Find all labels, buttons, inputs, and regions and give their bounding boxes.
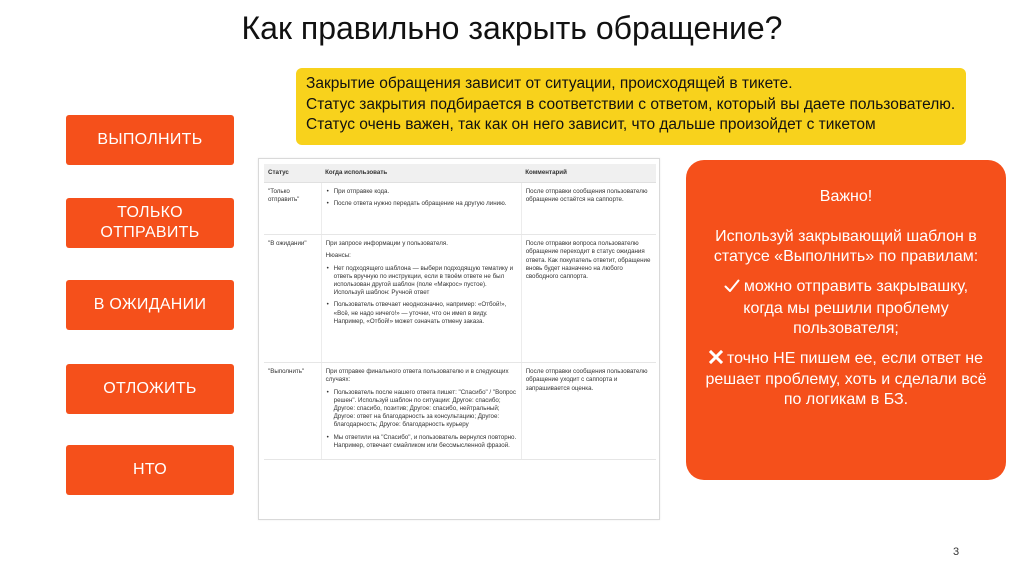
important-title: Важно!	[819, 188, 873, 205]
status-button-nto[interactable]: НТО	[66, 445, 234, 495]
important-callout	[686, 160, 1006, 480]
table-header-status: Статус	[264, 164, 321, 183]
table-cell-comment: После отправки сообщения пользователю обращение остаётся на саппорте.	[521, 183, 656, 235]
table-bullet: • Мы ответили на "Спасибо", и пользователь вернулся повторно. Например, отвечает смайликом или бессмысленной фразой.	[326, 434, 517, 450]
table-cell-comment: После отправки вопроса пользователю обращение переходит в статус ожидания ответа. Как покупатель ответит, обращение вновь будет назначено на любого свободного саппорта.	[521, 235, 656, 363]
table-header-row	[264, 164, 656, 183]
note-line-1: Закрытие обращения зависит от ситуации, происходящей в тикете.	[306, 75, 793, 92]
important-dont-text: точно НЕ пишем ее, если ответ не решает проблему, хоть и сделали всё по логикам в БЗ.	[705, 350, 987, 408]
page-number: 3	[953, 546, 960, 558]
table-bullet: • При отправке кода.	[326, 188, 517, 196]
note-line-3: Статус очень важен, так как он него зависит, что дальше произойдет с тикетом	[306, 116, 876, 133]
status-button-postpone[interactable]: ОТЛОЖИТЬ	[66, 364, 234, 414]
table-row	[264, 183, 656, 235]
table-row	[264, 363, 656, 460]
status-button-waiting[interactable]: В ОЖИДАНИИ	[66, 280, 234, 330]
yellow-note-box	[296, 68, 966, 145]
table-header-when: Когда использовать	[321, 164, 521, 183]
note-line-2: Статус закрытия подбирается в соответствии с ответом, который вы даете пользователю.	[306, 95, 956, 113]
table-row	[264, 235, 656, 363]
table-cell-when	[321, 235, 521, 363]
table-bullet: • Пользователь отвечает неоднозначно, например: «Отбой!», «Всё, не надо ничего!» — уточни, что он имел в виду. Например, «Отбой!» может означать отмену заказа.	[326, 301, 517, 326]
status-table-screenshot	[258, 158, 660, 520]
table-cell-when	[321, 363, 521, 460]
important-do-text: можно отправить закрывашку, когда мы решили проблему пользователя;	[743, 278, 969, 337]
table-cell-status: "Только отправить"	[264, 183, 321, 235]
status-button-complete[interactable]: ВЫПОЛНИТЬ	[66, 115, 234, 165]
table-bullet: • Нет подходящего шаблона — выбери подходящую тематику и ответь вручную по инструкции, если в твоём ответе не был использован другой шаблон (поле «Макрос» пустое). Используй шаблон: Ручной ответ	[326, 265, 517, 298]
important-subtitle: Используй закрывающий шаблон в статусе «Выполнить» по правилам:	[713, 228, 979, 265]
important-dont-item	[704, 349, 988, 410]
important-do-item	[704, 277, 988, 339]
table-cell-status: "В ожидании"	[264, 235, 321, 363]
slide-title: Как правильно закрыть обращение?	[241, 10, 783, 46]
table-cell-status: "Выполнить"	[264, 363, 321, 460]
table-cell-comment: После отправки сообщения пользователю обращение уходит с саппорта и запрашивается оценка.	[521, 363, 656, 460]
table-cell-nuances: Нюансы:	[325, 252, 351, 260]
table-header-comment: Комментарий	[521, 164, 656, 183]
checkmark-icon	[724, 279, 740, 299]
table-bullet: • После ответа нужно передать обращение на другую линию.	[326, 200, 517, 208]
table-cell-intro: При отправке финального ответа пользователю и в следующих случаях:	[325, 368, 509, 384]
status-button-send-only[interactable]: ТОЛЬКО ОТПРАВИТЬ	[66, 198, 234, 248]
status-table	[264, 164, 656, 460]
table-cell-when	[321, 183, 521, 235]
table-cell-intro: При запросе информации у пользователя.	[325, 240, 448, 248]
table-bullet: • Пользователь после нашего ответа пишет: "Спасибо" / "Вопрос решен". Используй шаблон по ситуации: Другое: спасибо; Другое: спасибо, позитив; Другое: спасибо, нейтральный; Другое: ответ на благодарность за консультацию; Другое: благодарность; Другое: благодарность курьеру	[326, 389, 517, 430]
cross-icon	[709, 350, 723, 370]
